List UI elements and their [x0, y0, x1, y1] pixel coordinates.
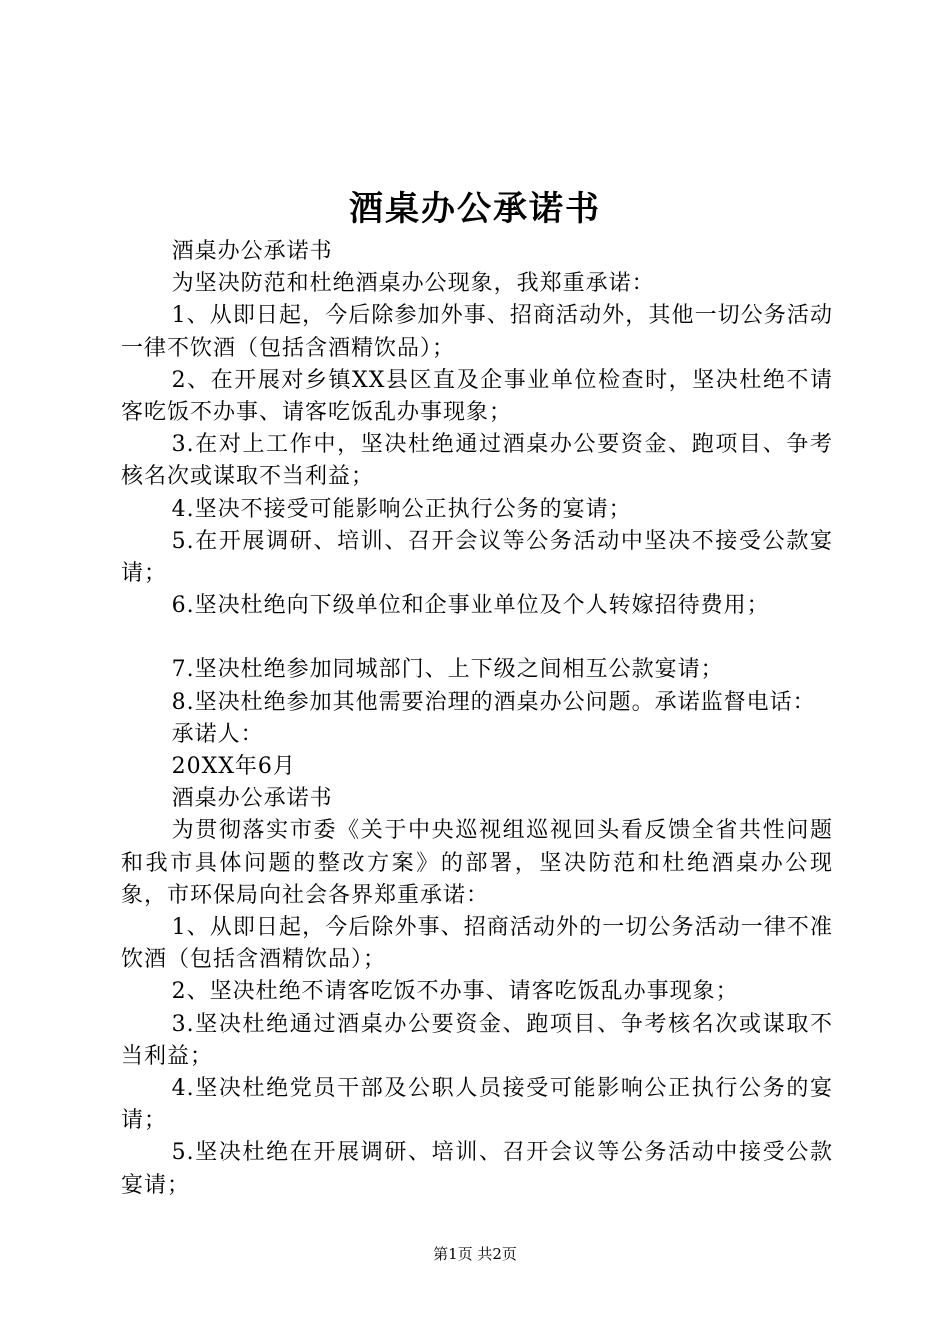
paragraph-item-2-4: 4.坚决杜绝党员干部及公职人员接受可能影响公正执行公务的宴请；	[121, 1076, 833, 1134]
paragraph-intro-2: 为贯彻落实市委《关于中央巡视组巡视回头看反馈全省共性问题和我市具体问题的整改方案》的部署，坚决防范和杜绝酒桌办公现象，市环保局向社会各界郑重承诺：	[121, 818, 833, 908]
paragraph-signatory: 承诺人：	[171, 721, 264, 747]
paragraph-item-8: 8.坚决杜绝参加其他需要治理的酒桌办公问题。承诺监督电话：	[171, 689, 816, 715]
paragraph-date: 20XX年6月	[171, 754, 296, 780]
paragraph-heading-2: 酒桌办公承诺书	[171, 786, 333, 812]
paragraph-intro: 为坚决防范和杜绝酒桌办公现象，我郑重承诺：	[171, 271, 655, 297]
paragraph-heading: 酒桌办公承诺书	[171, 239, 333, 264]
paragraph-item-2-1: 1、从即日起，今后除外事、招商活动外的一切公务活动一律不准饮酒（包括含酒精饮品）；	[121, 915, 833, 973]
paragraph-item-5: 5.在开展调研、培训、召开会议等公务活动中坚决不接受公款宴请；	[121, 528, 833, 587]
paragraph-item-2-5: 5.坚决杜绝在开展调研、培训、召开会议等公务活动中接受公款宴请；	[121, 1140, 833, 1198]
paragraph-item-2: 2、在开展对乡镇XX县区直及企事业单位检查时，坚决杜绝不请客吃饭不办事、请客吃饭乱办事现象；	[121, 367, 833, 426]
document-body	[121, 236, 833, 1202]
document-title: 酒桌办公承诺书	[349, 189, 601, 229]
paragraph-item-2-3: 3.坚决杜绝通过酒桌办公要资金、跑项目、争考核名次或谋取不当利益；	[121, 1011, 833, 1069]
paragraph-item-4: 4.坚决不接受可能影响公正执行公务的宴请；	[171, 496, 632, 522]
page-footer: 第1页 共2页	[433, 1245, 517, 1263]
paragraph-item-1: 1、从即日起，今后除参加外事、招商活动外，其他一切公务活动一律不饮酒（包括含酒精饮品）；	[121, 303, 833, 361]
paragraph-item-6: 6.坚决杜绝向下级单位和企事业单位及个人转嫁招待费用；	[171, 593, 770, 619]
paragraph-item-7: 7.坚决杜绝参加同城部门、上下级之间相互公款宴请；	[171, 657, 724, 683]
paragraph-item-2-2: 2、坚决杜绝不请客吃饭不办事、请客吃饭乱办事现象；	[171, 979, 739, 1005]
paragraph-item-3: 3.在对上工作中，坚决杜绝通过酒桌办公要资金、跑项目、争考核名次或谋取不当利益；	[121, 432, 833, 490]
